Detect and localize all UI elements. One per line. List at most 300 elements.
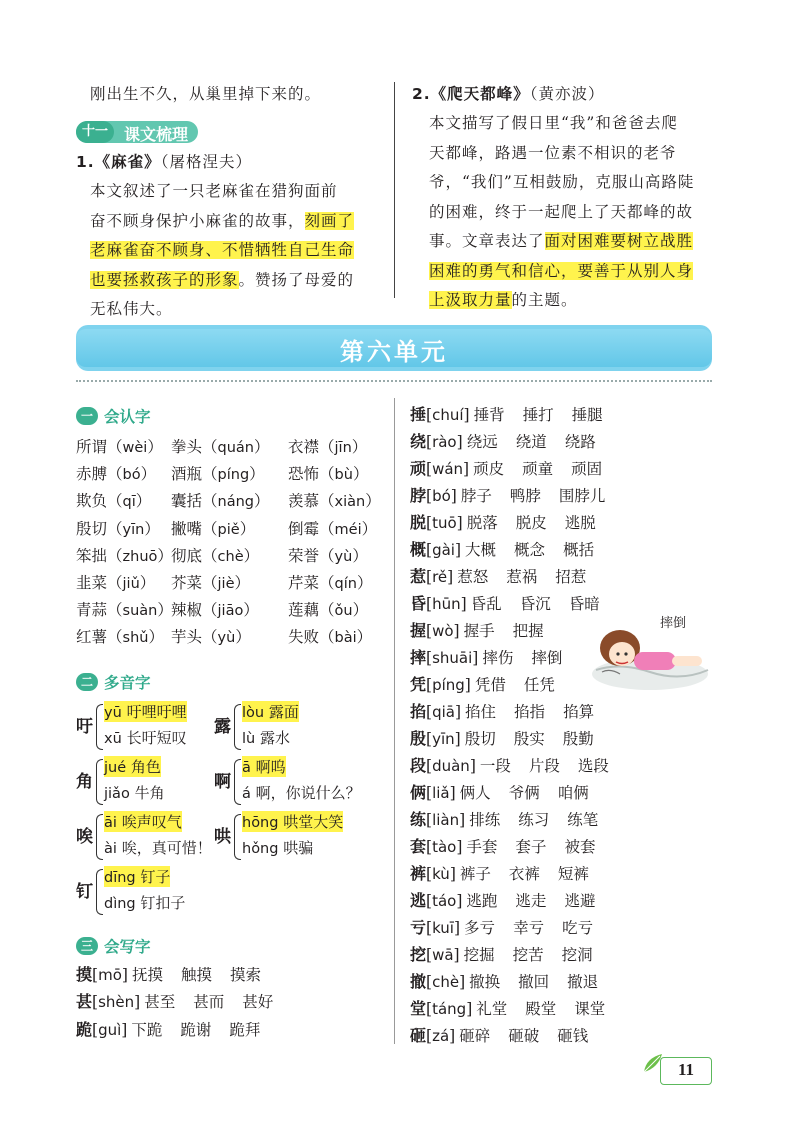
column-divider [394, 82, 395, 298]
paren-open: （ [319, 628, 335, 647]
example-word: 甚好 [242, 993, 274, 1012]
bracket-close: ] [121, 1020, 128, 1039]
bracket-close: ] [449, 865, 456, 883]
summary-line: 事。文章表达了面对困难要树立战胜 [429, 232, 694, 250]
example-word: 甚至 [144, 993, 176, 1012]
paren-close: ） [157, 546, 173, 565]
write-row [410, 537, 594, 560]
write-row [76, 962, 261, 985]
example-word: 逃避 [564, 892, 596, 910]
write-char: 摔 [410, 648, 427, 667]
pinyin-b: dìng [104, 896, 136, 912]
brace [234, 814, 241, 860]
section-title: 会写字 [104, 938, 151, 956]
write-row [410, 510, 596, 533]
summary-line: 也要拯救孩子的形象。赞扬了母爱的 [90, 270, 355, 289]
pinyin-b: ài [104, 841, 117, 857]
paren-close: ） [139, 574, 156, 592]
example-word: 凭借 [474, 676, 506, 694]
polyphonic-char: 哄 [214, 827, 231, 847]
pinyin: piě [217, 521, 240, 538]
pinyin-b: xū [104, 731, 122, 747]
write-pinyin: wò [432, 622, 454, 640]
brace [96, 759, 103, 805]
write-pinyin: rào [432, 433, 457, 451]
word: 赤膊 [76, 465, 108, 484]
paren-open: （ [319, 601, 335, 620]
pinyin: yù [217, 630, 236, 647]
polyphonic-char: 钉 [76, 882, 93, 902]
paren-close: ） [352, 465, 369, 484]
reading-a [242, 811, 343, 832]
example-word: 把握 [512, 622, 544, 640]
words-b: 啊，你说什么？ [255, 784, 361, 802]
example-word: 握手 [463, 622, 495, 640]
words-b: 露水 [260, 729, 291, 747]
example-word: 掐算 [563, 703, 595, 721]
example-word: 被套 [564, 838, 596, 856]
paren-open: （ [107, 492, 123, 511]
example-word: 殿堂 [525, 1000, 557, 1018]
example-word: 顽皮 [473, 460, 505, 478]
pinyin: chè [217, 548, 244, 565]
polyphonic-char: 角 [76, 772, 93, 792]
write-char: 段 [410, 756, 427, 775]
pinyin: náng [217, 494, 255, 511]
recognize-item [171, 489, 270, 511]
bracket-close: ] [464, 676, 471, 694]
section-title: 课文梳理 [124, 125, 189, 144]
bracket-close: ] [456, 514, 463, 532]
write-char: 凭 [410, 675, 427, 694]
example-word: 一段 [479, 757, 511, 775]
write-pinyin: kuī [432, 919, 454, 937]
recognize-item [171, 625, 251, 647]
word: 彻底 [171, 546, 203, 565]
lesson-summary-2 [429, 109, 719, 316]
bracket-open: [ [426, 811, 433, 829]
lesson-title-2 [412, 80, 604, 110]
paren-open: （ [202, 574, 218, 592]
summary-line: 困难的勇气和信心，要善于从别人身 [429, 261, 694, 280]
example-word: 裤子 [459, 865, 491, 883]
section-number-icon: 三 [76, 937, 98, 955]
pinyin-b: lù [242, 731, 256, 747]
bracket-close: ] [454, 541, 462, 559]
pinyin: jiè [217, 576, 235, 592]
polyphonic-char: 露 [214, 717, 231, 737]
example-word: 手套 [466, 838, 498, 856]
bracket-open: [ [426, 865, 433, 883]
write-row [410, 1023, 588, 1046]
write-char: 捶 [410, 405, 427, 424]
word: 芹菜 [288, 574, 320, 592]
recognize-item [76, 625, 164, 647]
write-row [410, 915, 593, 938]
example-word: 摸索 [229, 966, 261, 984]
example-word: 殷勤 [562, 730, 594, 748]
words-a: 吁哩吁哩 [126, 703, 187, 721]
write-char: 跪 [76, 1019, 93, 1039]
example-word: 套子 [515, 838, 547, 856]
write-pinyin: guì [98, 1020, 122, 1039]
paren-open: （ [202, 465, 218, 484]
example-word: 脱皮 [515, 514, 547, 532]
bracket-open: [ [426, 946, 433, 964]
example-word: 片段 [528, 757, 560, 775]
paren-close: ） [234, 574, 251, 592]
example-word: 选段 [577, 757, 609, 775]
bracket-close: ] [449, 784, 456, 802]
pinyin: zhuō [122, 548, 158, 565]
paren-close: ） [352, 601, 369, 620]
example-word: 下跪 [131, 1020, 163, 1039]
recognize-item [288, 571, 372, 593]
reading-a [242, 756, 286, 777]
write-pinyin: liàn [432, 811, 460, 829]
pinyin-a: ā [242, 760, 251, 776]
recognize-item [288, 598, 368, 620]
recognize-item [171, 571, 250, 593]
example-word: 捶背 [473, 406, 505, 424]
write-pinyin: shèn [98, 993, 135, 1012]
write-pinyin: shuāi [432, 649, 473, 667]
pinyin: qín [334, 576, 357, 592]
word: 衣襟 [288, 438, 320, 456]
bracket-open: [ [92, 966, 99, 984]
write-char: 练 [410, 810, 427, 829]
pinyin: jiǔ [122, 576, 140, 592]
word: 青蒜 [76, 601, 108, 620]
bracket-open: [ [426, 1027, 433, 1045]
words-a: 露面 [268, 703, 299, 721]
section-number-icon: 一 [76, 407, 98, 425]
words-a: 钉子 [140, 868, 171, 886]
write-char: 掐 [410, 702, 427, 721]
reading-b [242, 837, 313, 858]
write-row [410, 591, 600, 614]
paren-close: ） [157, 601, 173, 620]
bracket-close: ] [460, 595, 467, 613]
write-pinyin: kù [432, 865, 450, 883]
paren-open: （ [319, 492, 335, 511]
illustration-label: 摔倒 [660, 616, 687, 631]
example-word: 甚而 [193, 993, 225, 1012]
word: 莲藕 [288, 601, 320, 620]
write-char: 撤 [410, 972, 427, 991]
pinyin: wèi [122, 440, 148, 456]
example-word: 课堂 [574, 1000, 606, 1018]
bracket-open: [ [426, 838, 433, 856]
example-word: 排练 [469, 811, 501, 829]
bracket-close: ] [456, 892, 463, 910]
example-word: 鸭脖 [509, 487, 541, 505]
pinyin-b: á [242, 786, 251, 802]
pinyin: bù [334, 467, 353, 484]
recognize-item [288, 517, 377, 539]
bracket-close: ] [459, 811, 466, 829]
recognize-item [76, 544, 173, 566]
pinyin-a: dīng [104, 870, 136, 886]
bracket-close: ] [456, 838, 463, 856]
word: 囊括 [171, 492, 203, 511]
bracket-close: ] [453, 622, 460, 640]
reading-b [104, 782, 165, 803]
pinyin: jiāo [217, 603, 244, 620]
write-row [410, 753, 609, 776]
summary-line: 上汲取力量的主题。 [429, 291, 578, 309]
example-word: 撤回 [518, 973, 550, 991]
recognize-item [76, 435, 163, 457]
write-pinyin: wán [432, 460, 464, 478]
write-pinyin: mō [98, 966, 122, 984]
bracket-open: [ [426, 919, 433, 937]
word: 酒瓶 [171, 465, 203, 484]
paren-close: ） [243, 601, 259, 620]
write-row [410, 942, 593, 965]
example-word: 跪谢 [180, 1020, 212, 1039]
words-a: 哄堂大笑 [283, 813, 344, 831]
word: 芋头 [171, 628, 203, 647]
word: 荣誉 [288, 546, 320, 565]
pinyin: quán [217, 440, 255, 456]
write-char: 脖 [410, 486, 427, 505]
word: 恐怖 [288, 465, 320, 484]
write-row [410, 699, 594, 722]
word: 殷切 [76, 519, 108, 538]
pinyin: shǔ [122, 630, 149, 647]
bracket-open: [ [426, 1000, 433, 1018]
paren-open: （ [202, 601, 218, 620]
bracket-open: [ [426, 649, 433, 667]
bracket-close: ] [121, 966, 128, 984]
example-word: 触摸 [180, 966, 212, 984]
example-word: 殷切 [464, 730, 496, 748]
example-word: 昏乱 [470, 595, 502, 613]
bracket-close: ] [447, 568, 454, 586]
write-char: 摸 [76, 965, 93, 984]
pinyin: suàn [122, 603, 158, 620]
example-word: 捶打 [522, 406, 554, 424]
example-word: 衣裤 [508, 865, 540, 883]
bracket-close: ] [466, 1000, 473, 1018]
recognize-item [171, 598, 259, 620]
continued-line: 刚出生不久，从巢里掉下来的。 [90, 85, 322, 103]
write-row [410, 888, 595, 911]
bracket-open: [ [426, 784, 433, 802]
write-pinyin: yīn [432, 730, 455, 748]
example-word: 砸碎 [459, 1027, 491, 1045]
recognize-item [76, 462, 156, 484]
recognize-item [76, 598, 173, 620]
example-word: 摔伤 [482, 649, 514, 667]
example-word: 爷俩 [508, 784, 540, 802]
bracket-open: [ [426, 568, 433, 586]
write-pinyin: zá [432, 1027, 450, 1045]
pinyin: ǒu [334, 603, 353, 620]
bracket-open: [ [426, 676, 433, 694]
lesson-author: （屠格涅夫） [160, 153, 252, 171]
recognize-item [76, 571, 155, 593]
write-row [410, 483, 605, 506]
write-char: 俩 [410, 783, 427, 802]
write-char: 惹 [410, 567, 427, 586]
example-word: 礼堂 [476, 1000, 508, 1018]
lesson-title-1 [76, 148, 252, 178]
recognize-item [288, 544, 368, 566]
illustration-drawing [590, 612, 712, 692]
bracket-close: ] [469, 757, 476, 775]
example-word: 挖苦 [512, 946, 544, 964]
section-title: 多音字 [104, 674, 151, 692]
word: 羡慕 [288, 492, 320, 511]
example-word: 概括 [563, 541, 595, 559]
paren-open: （ [202, 438, 218, 456]
reading-a [104, 811, 182, 832]
word: 红薯 [76, 628, 108, 647]
brace [96, 704, 103, 750]
word: 辣椒 [171, 601, 203, 620]
write-char: 握 [410, 621, 427, 640]
example-word: 咱俩 [557, 784, 589, 802]
paren-close: ） [356, 574, 373, 592]
example-word: 砸钱 [557, 1027, 589, 1045]
paren-close: ） [249, 465, 265, 484]
write-pinyin: hūn [432, 595, 461, 613]
example-word: 逃跑 [466, 892, 498, 910]
pinyin-a: lòu [242, 705, 265, 721]
paren-open: （ [319, 546, 335, 565]
summary-line: 本文叙述了一只老麻雀在猎狗面前 [90, 182, 338, 200]
summary-line: 天都峰，路遇一位素不相识的老爷 [429, 143, 677, 162]
paren-open: （ [202, 628, 218, 647]
word: 笨拙 [76, 546, 108, 565]
word: 所谓 [76, 438, 108, 456]
paren-close: ） [254, 492, 270, 511]
paren-open: （ [319, 438, 335, 456]
write-row [410, 780, 589, 803]
section-number: 十一 [76, 121, 114, 143]
reading-b [104, 727, 187, 748]
bracket-close: ] [472, 649, 479, 667]
example-word: 惹祸 [506, 568, 538, 586]
bracket-open: [ [426, 541, 433, 559]
paren-open: （ [202, 546, 218, 565]
write-char: 砸 [410, 1026, 427, 1045]
example-word: 跪拜 [229, 1020, 261, 1039]
bracket-close: ] [456, 433, 463, 451]
brace [96, 814, 103, 860]
example-word: 吃亏 [562, 919, 594, 937]
pinyin: méi [334, 521, 362, 538]
summary-line: 无私伟大。 [90, 300, 173, 318]
example-word: 练习 [518, 811, 550, 829]
write-char: 脱 [410, 513, 427, 532]
paren-open: （ [107, 574, 123, 592]
paren-close: ） [144, 519, 160, 538]
paren-close: ） [356, 628, 373, 647]
write-row [410, 969, 598, 992]
bracket-open: [ [426, 595, 433, 613]
write-char: 概 [410, 540, 427, 559]
bracket-open: [ [92, 993, 99, 1012]
bracket-close: ] [463, 406, 470, 424]
write-row [410, 672, 555, 695]
bracket-close: ] [449, 1027, 456, 1045]
example-word: 昏暗 [568, 595, 600, 613]
paren-close: ） [235, 628, 251, 647]
summary-line: 的困难，终于一起爬上了天都峰的故 [429, 202, 694, 221]
dotted-divider [76, 380, 712, 382]
unit-banner [76, 325, 712, 371]
lesson-name: 1.《麻雀》 [76, 153, 161, 171]
write-char: 堂 [410, 999, 427, 1018]
write-row [410, 456, 602, 479]
write-row [410, 726, 594, 749]
write-pinyin: chuí [432, 406, 464, 424]
write-pinyin: gài [432, 541, 455, 559]
example-word: 脱落 [466, 514, 498, 532]
paren-close: ） [351, 438, 368, 456]
write-char: 亏 [410, 918, 427, 937]
example-word: 砸破 [508, 1027, 540, 1045]
write-char: 逃 [410, 891, 427, 910]
recognize-item [171, 435, 270, 457]
write-row [76, 989, 273, 1012]
example-word: 掐住 [465, 703, 497, 721]
example-word: 挖洞 [561, 946, 593, 964]
example-word: 撤退 [567, 973, 599, 991]
reading-a [104, 866, 170, 887]
paren-open: （ [107, 465, 123, 484]
write-row [410, 996, 605, 1019]
word: 撇嘴 [171, 519, 203, 538]
paren-close: ） [352, 546, 368, 565]
bracket-close: ] [450, 487, 457, 505]
word: 芥菜 [171, 574, 203, 592]
example-word: 绕道 [515, 433, 547, 451]
example-word: 逃脱 [564, 514, 596, 532]
write-pinyin: wā [432, 946, 454, 964]
pinyin-b: hǒng [242, 841, 279, 857]
example-word: 抚摸 [131, 966, 163, 984]
recognize-item [171, 517, 255, 539]
paren-close: ） [147, 438, 163, 456]
write-row [410, 645, 562, 668]
example-word: 概念 [514, 541, 546, 559]
bracket-open: [ [426, 433, 433, 451]
bracket-open: [ [426, 892, 433, 910]
example-word: 任凭 [523, 676, 555, 694]
write-pinyin: duàn [432, 757, 470, 775]
girl-falling-illustration [590, 612, 712, 692]
bracket-open: [ [426, 487, 433, 505]
section-number-icon: 二 [76, 673, 98, 691]
write-row [410, 834, 595, 857]
paren-close: ） [140, 465, 157, 484]
summary-line: 本文描写了假日里“我”和爸爸去爬 [429, 114, 678, 132]
word: 倒霉 [288, 519, 320, 538]
page-number-box [660, 1057, 712, 1085]
example-word: 顽童 [522, 460, 554, 478]
lesson-author: （黄亦波） [529, 85, 605, 103]
write-char: 顽 [410, 459, 427, 478]
recognize-item [76, 517, 160, 539]
pinyin-a: yū [104, 705, 122, 721]
section-title: 会认字 [104, 408, 151, 426]
pinyin-a: hōng [242, 815, 279, 831]
example-word: 挖掘 [463, 946, 495, 964]
